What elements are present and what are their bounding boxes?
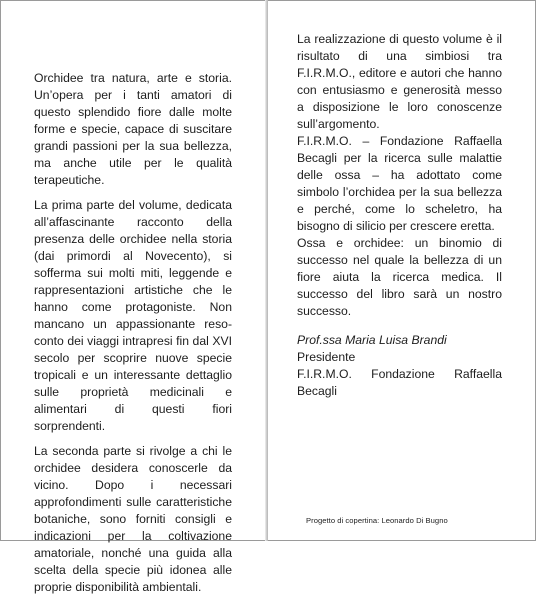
left-flap-text xyxy=(34,70,232,596)
signature-organization: F.I.R.M.O. Fondazione Raffaella Becagli xyxy=(297,367,502,398)
signature-role: Presidente xyxy=(297,350,356,364)
closing-paragraph: Ossa e orchidee: un binomio di successo nel quale la bellezza di un fiore aiuta la ricerca medica. Il successo del libro sarà un nostro successo. xyxy=(297,236,502,318)
part-two-paragraph: La seconda parte si rivolge a chi le orchidee desidera conoscerle da vicino. Dopo i necessari approfondimenti sulle caratteristiche botaniche, sono forniti consigli e indicazioni per la coltivazione amatoriale, nonché una guida alla scelta della specie più idonea alle proprie disponibilità ambientali. xyxy=(34,444,232,594)
foundation-paragraph: F.I.R.M.O. – Fondazione Raffaella Becagli per la ricerca sulle malattie delle ossa – ha adottato come simbolo l’orchidea per la sua bellezza e perché, come lo scheletro, ha bisogno di silicio per crescere eretta. xyxy=(297,134,502,233)
page-fold-divider xyxy=(265,0,268,541)
signature-name: Prof.ssa Maria Luisa Brandi xyxy=(297,333,447,347)
cover-design-credit: Progetto di copertina: Leonardo Di Bugno xyxy=(306,516,448,525)
collaboration-paragraph: La realizzazione di questo volume è il risultato di una simbiosi tra F.I.R.M.O., editore e autori che hanno con entusiasmo e generosità messo a disposizione le loro conoscenze sull’argomento. xyxy=(297,32,502,131)
right-flap-text xyxy=(297,31,502,400)
part-one-paragraph: La prima parte del volume, dedicata all’affascinante racconto della presenza delle orchidee nella storia (dai primordi al Novecento), si sofferma sui molti miti, leggende e rappresentazioni artistiche che le hanno come protagoniste. Non mancano un appassionante resoconto dei viaggi intrapresi fin dal XVI secolo per scoprire nuove specie tropicali e un interessante dettaglio sulle proprietà medicinali e alimentari di questi fiori sorprendenti. xyxy=(34,198,232,433)
intro-paragraph: Orchidee tra natura, arte e storia. Un’opera per i tanti amatori di questo splendido fiore dalle molte forme e specie, capace di suscitare grandi passioni per la sua bellezza, ma anche utile per le qualità terapeutiche. xyxy=(34,71,232,187)
